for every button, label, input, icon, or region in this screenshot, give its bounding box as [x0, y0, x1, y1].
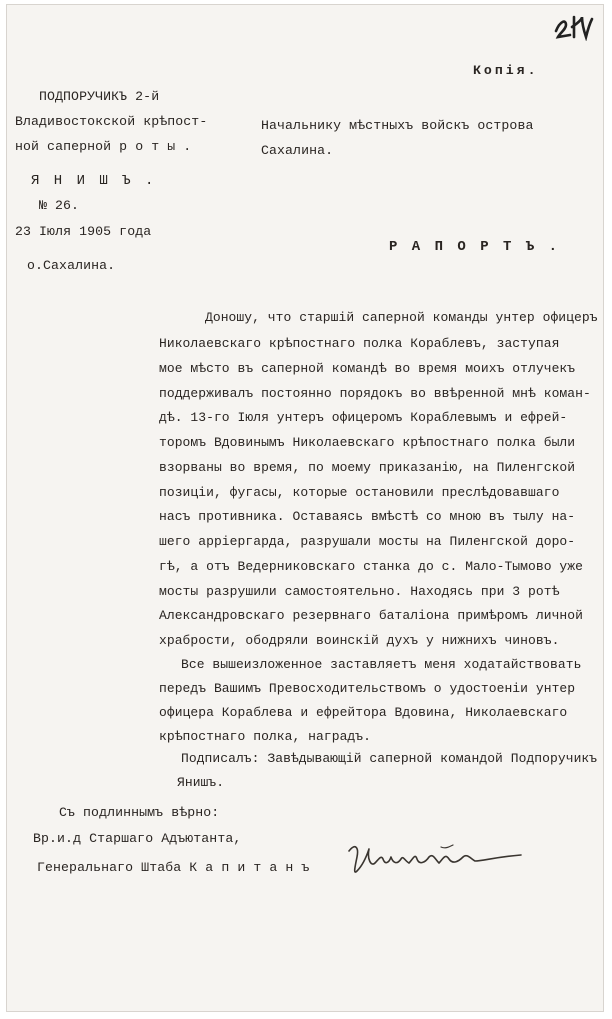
attestation-line3: Генеральнаго Штаба К а п и т а н ъ: [37, 860, 310, 875]
body-line: Александровскаго резервнаго баталіона примѣромъ личной: [159, 608, 583, 623]
sender-name: Я Н И Ш Ъ .: [31, 173, 157, 189]
sender-rank: ПОДПОРУЧИКЪ 2-й: [39, 89, 160, 104]
document-date: 23 Іюля 1905 года: [15, 224, 152, 239]
body-line: Все вышеизложенное заставляетъ меня ходатайствовать: [181, 657, 582, 672]
body-line: торомъ Вдовинымъ Николаевскаго крѣпостнаго полка были: [159, 435, 576, 450]
body-line: мое мѣсто въ саперной командѣ во время моихъ отлучекъ: [159, 361, 576, 376]
handwritten-page-number: [552, 13, 594, 41]
body-line: передъ Вашимъ Превосходительствомъ о удостоеніи унтер: [159, 681, 576, 696]
body-line: насъ противника. Оставаясь вмѣстѣ со мною въ тылу на-: [159, 509, 576, 524]
sender-unit-line1: Владивостокской крѣпост-: [15, 114, 208, 129]
body-line: позиціи, фугасы, которые остановили преслѣдовавшаго: [159, 485, 560, 500]
body-line: офицера Кораблева и ефрейтора Вдовина, Николаевскаго: [159, 705, 568, 720]
body-line: поддерживалъ постоянно порядокъ во ввѣренной мнѣ коман-: [159, 386, 591, 401]
body-line: шего аррiергарда, разрушали мосты на Пиленгской доро-: [159, 534, 576, 549]
attestation-line1: Съ подлиннымъ вѣрно:: [59, 805, 220, 820]
body-line: Доношу, что старшій саперной команды унтер офицеръ: [205, 310, 598, 325]
document-number: № 26.: [39, 198, 80, 213]
document-title: Р А П О Р Т Ъ .: [389, 239, 561, 255]
body-line: крѣпостнаго полка, наградъ.: [159, 729, 371, 744]
body-line: Николаевскаго крѣпостнаго полка Кораблевъ, заступая: [159, 336, 560, 351]
document-page: [6, 4, 604, 1012]
body-line: мосты разрушили самостоятельно. Находясь при 3 ротѣ: [159, 584, 560, 599]
body-line: дѣ. 13-го Іюля унтеръ офицеромъ Кораблевымъ и ефрей-: [159, 410, 568, 425]
attestation-line2: Вр.и.д Старшаго Адъютанта,: [33, 831, 242, 846]
sender-unit-line2: ной саперной р о т ы .: [15, 139, 192, 154]
addressee-line1: Начальнику мѣстныхъ войскъ острова: [261, 118, 534, 133]
handwritten-signature: [345, 837, 525, 881]
body-line: Янишъ.: [177, 775, 225, 790]
document-place: о.Сахалина.: [27, 258, 116, 273]
addressee-line2: Сахалина.: [261, 143, 334, 158]
copy-mark: Копія.: [473, 63, 539, 78]
body-line: Подписалъ: Завѣдывающій саперной командой Подпоручикъ: [181, 751, 598, 766]
body-line: храбрости, ободряли воинскій духъ у нижнихъ чиновъ.: [159, 633, 560, 648]
body-line: взорваны во время, по моему приказанію, на Пиленгской: [159, 460, 576, 475]
body-line: гѣ, а отъ Ведерниковскаго станка до с. Мало-Тымово уже: [159, 559, 583, 574]
